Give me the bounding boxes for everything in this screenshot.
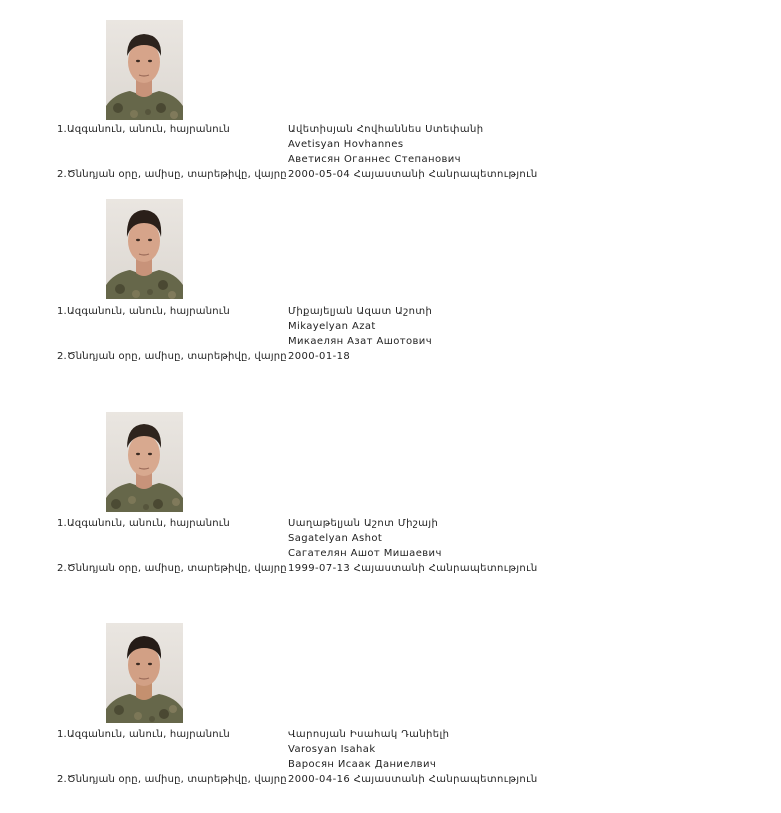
- person-record: [0, 412, 781, 602]
- label-full-name: 1.Ազգանուն, անուն, հայրանուն: [57, 729, 230, 740]
- label-full-name: 1.Ազգանուն, անուն, հայրանուն: [57, 306, 230, 317]
- label-birth-info: 2.Ծննդյան օրը, ամիսը, տարեթիվը, վայրը: [57, 774, 287, 785]
- name-latin: Avetisyan Hovhannes: [288, 139, 404, 150]
- portrait-photo: [106, 20, 183, 120]
- name-russian: Варосян Исаак Даниелвич: [288, 759, 437, 770]
- birth-info: 2000-05-04 Հայաստանի Հանրապետություն: [288, 169, 538, 180]
- label-birth-info: 2.Ծննդյան օրը, ամիսը, տարեթիվը, վայրը: [57, 351, 287, 362]
- birth-info: 2000-01-18: [288, 351, 351, 362]
- name-armenian: Ավետիսյան Հովհաննես Ստեփանի: [288, 124, 484, 135]
- portrait-photo: [106, 412, 183, 512]
- name-armenian: Վարոսյան Իսահակ Դանիելի: [288, 729, 450, 740]
- portrait-photo: [106, 199, 183, 299]
- label-full-name: 1.Ազգանուն, անուն, հայրանուն: [57, 124, 230, 135]
- name-latin: Mikayelyan Azat: [288, 321, 376, 332]
- portrait-photo: [106, 623, 183, 723]
- birth-info: 2000-04-16 Հայաստանի Հանրապետություն: [288, 774, 538, 785]
- name-russian: Микаелян Азат Ашотович: [288, 336, 433, 347]
- name-latin: Varosyan Isahak: [288, 744, 376, 755]
- label-full-name: 1.Ազգանուն, անուն, հայրանուն: [57, 518, 230, 529]
- name-armenian: Սաղաթելյան Աշոտ Միշայի: [288, 518, 439, 529]
- person-record: [0, 199, 781, 389]
- name-russian: Аветисян Оганнес Степанович: [288, 154, 461, 165]
- birth-info: 1999-07-13 Հայաստանի Հանրապետություն: [288, 563, 538, 574]
- name-latin: Sagatelyan Ashot: [288, 533, 383, 544]
- person-record: [0, 623, 781, 813]
- person-record: [0, 20, 781, 210]
- name-armenian: Միքայելյան Ազատ Աշոտի: [288, 306, 433, 317]
- label-birth-info: 2.Ծննդյան օրը, ամիսը, տարեթիվը, վայրը: [57, 169, 287, 180]
- label-birth-info: 2.Ծննդյան օրը, ամիսը, տարեթիվը, վայրը: [57, 563, 287, 574]
- name-russian: Сагателян Ашот Мишаевич: [288, 548, 442, 559]
